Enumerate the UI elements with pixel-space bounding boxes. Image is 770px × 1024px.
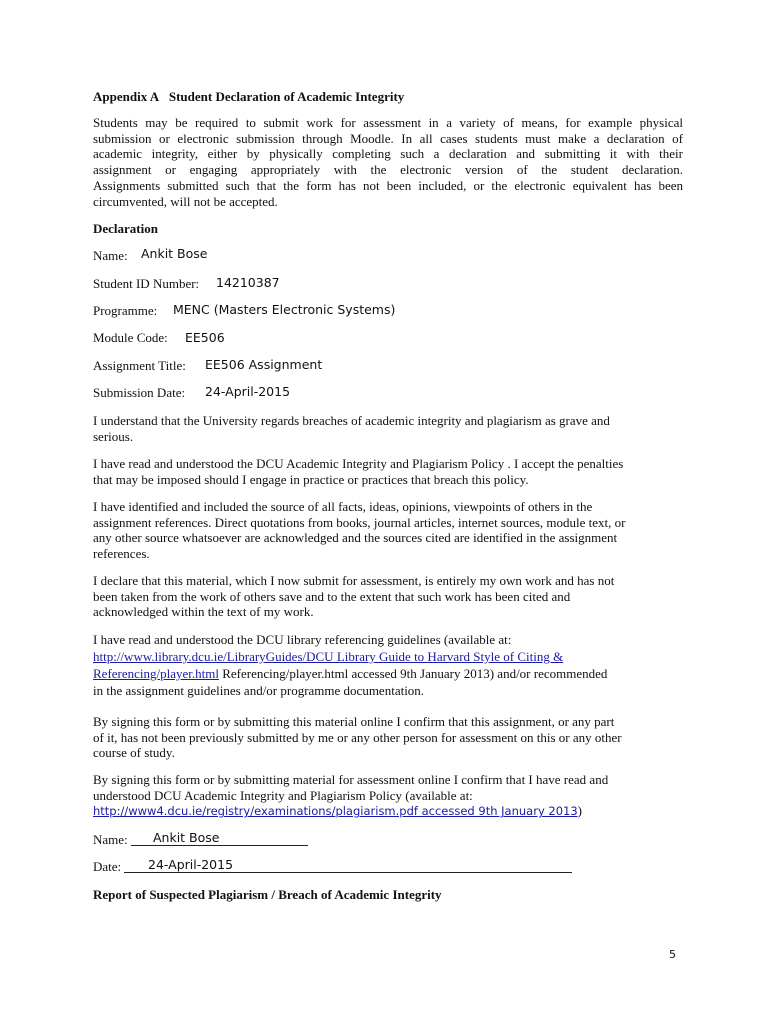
signature-date-label: Date: [93,859,122,874]
paragraph-line: any other source whatsoever are acknowledged and the sources cited are identified in the assignment [93,530,618,546]
paragraph-confirm-original [93,714,683,761]
module-code-label: Module Code: [93,330,168,345]
harvard-guide-link[interactable]: http://www.library.dcu.ie/LibraryGuides/DCU Library Guide to Harvard Style of Citing & [93,649,564,664]
paragraph-line: course of study. [93,745,175,761]
intro-line: academic integrity, either by physically completing such a declaration and submitting it with their [93,146,683,162]
submission-date-value: 24-April-2015 [205,384,291,399]
paragraph-line: of it, has not been previously submitted by me or any other person for assessment on this or any other [93,729,622,745]
name-label: Name: [93,248,128,263]
appendix-title: Student Declaration of Academic Integrity [168,89,405,104]
paragraph-line: Referencing/player.html accessed 9th January 2013) and/or recommended [218,666,608,681]
signature-name-label: Name: [93,832,128,847]
intro-paragraph [93,115,683,209]
programme-value: MENC (Masters Electronic Systems) [173,302,396,317]
signature-name-value: Ankit Bose [153,830,220,845]
intro-line: Students may be required to submit work for assessment in a variety of means, for example physical [93,115,683,130]
paragraph-sources [93,499,683,562]
paragraph-own-work [93,573,683,620]
paragraph-line: I have read and understood the DCU library referencing guidelines (available at: [93,632,512,647]
submission-date-label: Submission Date: [93,385,186,400]
student-id-label: Student ID Number: [93,276,200,291]
paragraph-line: understood DCU Academic Integrity and Plagiarism Policy (available at: [93,787,473,803]
harvard-guide-link-cont[interactable]: Referencing/player.html [93,666,219,681]
plagiarism-policy-link[interactable]: http://www4.dcu.ie/registry/examinations/plagiarism.pdf accessed 9th January 2013 [93,804,578,819]
student-id-value: 14210387 [216,275,280,290]
report-heading: Report of Suspected Plagiarism / Breach of Academic Integrity [93,887,442,902]
paragraph-line: By signing this form or by submitting this material online I confirm that this assignment, or any part [93,714,615,729]
module-code-value: EE506 [185,330,225,345]
appendix-heading [93,89,404,105]
intro-line: assignment or engaging appropriately with the electronic version of the student declaration. [93,162,683,178]
declaration-heading: Declaration [93,221,158,236]
paragraph-line: By signing this form or by submitting material for assessment online I confirm that I have read and [93,772,609,787]
assignment-title-value: EE506 Assignment [205,357,323,372]
signature-date-value: 24-April-2015 [148,857,234,872]
paragraph-line: serious. [93,428,134,444]
appendix-label: Appendix A [93,89,160,104]
paragraph-line: in the assignment guidelines and/or programme documentation. [93,683,425,698]
paragraph-confirm-policy [93,772,683,820]
paragraph-line: I understand that the University regards breaches of academic integrity and plagiarism as grave and [93,413,610,428]
paragraph-grave [93,413,683,444]
paragraph-policy [93,456,683,487]
intro-line: circumvented, will not be accepted. [93,193,278,209]
paragraph-line: I declare that this material, which I now submit for assessment, is entirely my own work and has not [93,573,615,588]
intro-line: submission or electronic submission through Moodle. In all cases students must make a declaration of [93,130,683,146]
assignment-title-label: Assignment Title: [93,358,186,373]
page-number: 5 [669,948,676,961]
paragraph-line: assignment references. Direct quotations from books, journal articles, internet sources, module text, or [93,514,626,530]
name-value: Ankit Bose [141,246,208,261]
programme-label: Programme: [93,303,158,318]
paragraph-line: been taken from the work of others save and to the extent that such work has been cited and [93,588,571,604]
closing-paren: ) [577,803,583,819]
paragraph-referencing [93,631,683,699]
paragraph-line: I have read and understood the DCU Academic Integrity and Plagiarism Policy . I accept the penalties [93,456,624,471]
paragraph-line: I have identified and included the source of all facts, ideas, opinions, viewpoints of others in the [93,499,593,514]
paragraph-line: references. [93,546,150,562]
paragraph-line: acknowledged within the text of my work. [93,604,314,620]
paragraph-line: that may be imposed should I engage in practice or practices that breach this policy. [93,471,529,487]
intro-line: Assignments submitted such that the form has not been included, or the electronic equivalent has been [93,177,683,193]
